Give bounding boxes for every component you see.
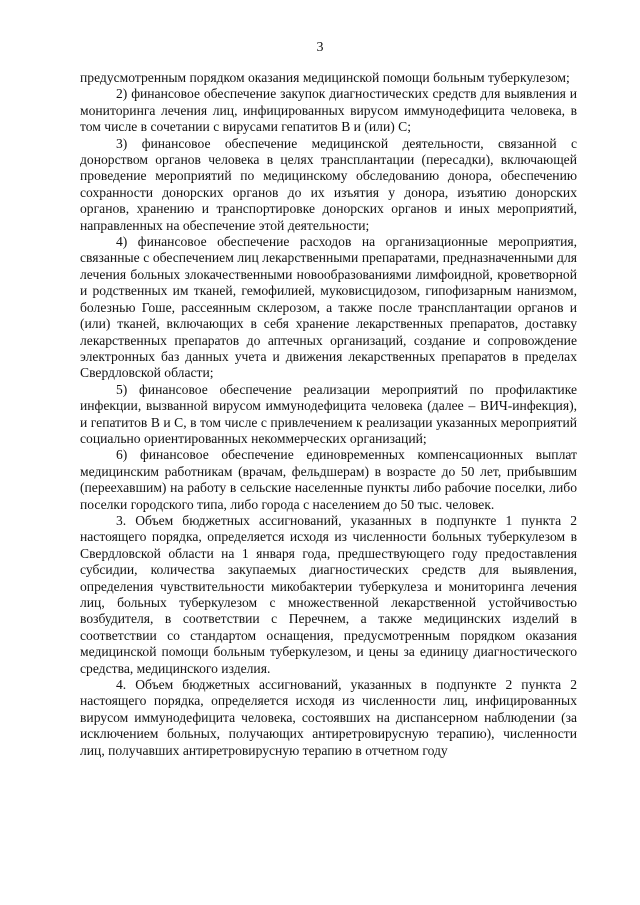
paragraph-clause-4: 4. Объем бюджетных ассигнований, указанных в подпункте 2 пункта 2 настоящего порядка, определяется исходя из численности лиц, инфицированных вирусом иммунодефицита человека, состоявших на диспансерном наблюдении (за исключением больных, получающих антиретровирусную терапию), численности лиц, получавших антиретровирусную терапию в отчетном году	[80, 677, 577, 758]
document-body	[80, 70, 577, 759]
paragraph-item-5: 5) финансовое обеспечение реализации мероприятий по профилактике инфекции, вызванной вирусом иммунодефицита человека (далее – ВИЧ-инфекция), и гепатитов В и С, в том числе с привлечением к реализации указанных мероприятий социально ориентированных некоммерческих организаций;	[80, 381, 577, 446]
paragraph-item-2: 2) финансовое обеспечение закупок диагностических средств для выявления и мониторинга лечения лиц, инфицированных вирусом иммунодефицита человека, в том числе в сочетании с вирусами гепатитов В и (или) С;	[80, 86, 577, 135]
paragraph-clause-3: 3. Объем бюджетных ассигнований, указанных в подпункте 1 пункта 2 настоящего порядка, определяется исходя из численности больных туберкулезом в Свердловской области на 1 января года, предшествующего году предоставления субсидии, количества закупаемых диагностических средств для выявления, определения чувствительности микобактерии туберкулеза и мониторинга лечения лиц, больных туберкулезом с множественной лекарственной устойчивостью возбудителя, в соответствии с Перечнем, а также медицинских изделий в соответствии со стандартом оснащения, предусмотренным порядком оказания медицинской помощи больным туберкулезом, и цены за единицу диагностического средства, медицинского изделия.	[80, 512, 577, 676]
paragraph-item-4: 4) финансовое обеспечение расходов на организационные мероприятия, связанные с обеспечением лиц лекарственными препаратами, предназначенными для лечения больных злокачественными новообразованиями лимфоидной, кроветворной и родственных им тканей, гемофилией, муковисцидозом, гипофизарным нанизмом, болезнью Гоше, рассеянным склерозом, а также после трансплантации органов и (или) тканей, включающих в себя хранение лекарственных препаратов, доставку лекарственных препаратов до аптечных организаций, создание и сопровождение электронных баз данных учета и движения лекарственных препаратов в пределах Свердловской области;	[80, 234, 577, 381]
paragraph-item-6: 6) финансовое обеспечение единовременных компенсационных выплат медицинским работникам (врачам, фельдшерам) в возрасте до 50 лет, прибывшим (переехавшим) на работу в сельские населенные пункты либо рабочие поселки, либо поселки городского типа, либо города с населением до 50 тыс. человек.	[80, 447, 577, 512]
page-number: 3	[316, 40, 324, 55]
paragraph-item-3: 3) финансовое обеспечение медицинской деятельности, связанной с донорством органов человека в целях трансплантации (пересадки), включающей проведение мероприятий по медицинскому обследованию донора, обеспечению сохранности донорских органов до их изъятия у донора, изъятию донорских органов, хранению и транспортировке донорских органов и иных мероприятий, направленных на обеспечение этой деятельности;	[80, 135, 577, 233]
paragraph-continuation: предусмотренным порядком оказания медицинской помощи больным туберкулезом;	[80, 70, 570, 85]
